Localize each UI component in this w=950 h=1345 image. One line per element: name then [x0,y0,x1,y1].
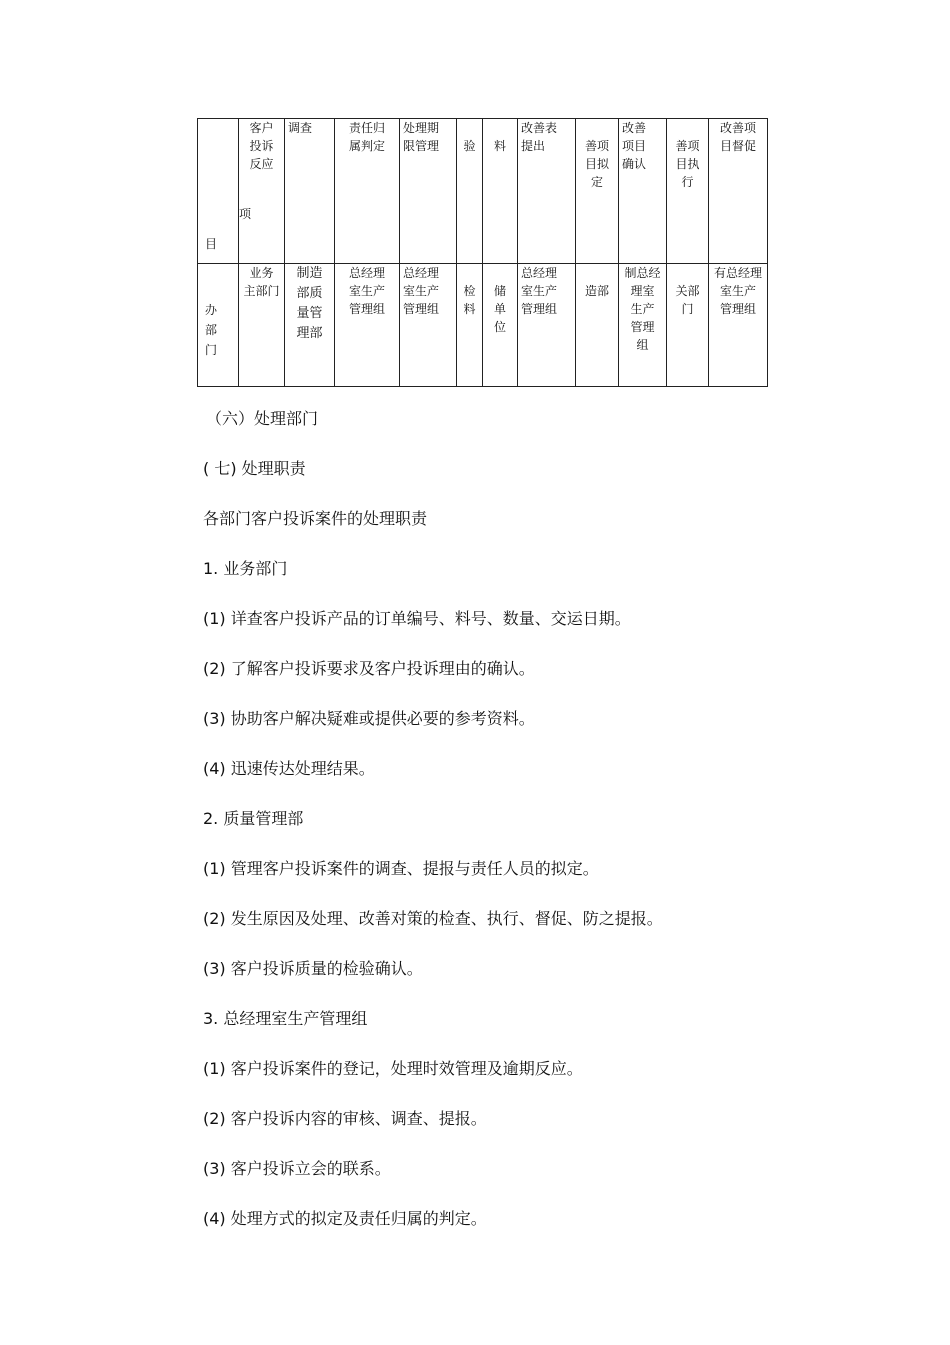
table-cell [518,264,576,387]
table-cell [285,119,335,264]
table-cell [457,264,483,387]
section-heading: （六）处理部门 [206,409,319,428]
cell-text: 善项 目拟 定 [584,139,609,189]
subsection-heading: 3. 总经理室生产管理组 [203,1009,368,1028]
table-cell [239,264,285,387]
process-table [197,118,768,387]
cell-text: 关部 门 [675,284,700,316]
list-item: (3) 客户投诉立会的联系。 [203,1159,391,1178]
cell-text: 责任归 属判定 [348,121,385,153]
table-cell [400,264,457,387]
cell-text: 储 单 位 [493,284,506,334]
list-item: (1) 客户投诉案件的登记，处理时效管理及逾期反应。 [203,1059,583,1078]
list-item: (4) 迅速传达处理结果。 [203,759,375,778]
row-label-cell [198,119,239,264]
table-cell [335,119,400,264]
list-item: (1) 管理客户投诉案件的调查、提报与责任人员的拟定。 [203,859,599,878]
cell-text: 改善 项目 确认 [622,121,647,171]
table-cell [518,119,576,264]
table-cell [667,119,709,264]
table-row [198,264,768,387]
cell-text: 检 料 [463,284,476,316]
list-item: (2) 了解客户投诉要求及客户投诉理由的确认。 [203,659,535,678]
table-cell [709,119,768,264]
cell-text: 处理期 限管理 [403,121,440,153]
cell-text: 验 [463,139,476,153]
table-cell [483,264,518,387]
cell-text: 调查 [288,121,313,135]
table-cell [709,264,768,387]
table-cell [619,264,667,387]
cell-text: 制造 部质 量管 理部 [296,266,323,341]
table-cell [667,264,709,387]
list-item: (3) 客户投诉质量的检验确认。 [203,959,423,978]
table-cell [483,119,518,264]
cell-text: 有总经理 室生产 管理组 [713,266,762,316]
table-cell [335,264,400,387]
table-cell [285,264,335,387]
list-item: (1) 详查客户投诉产品的订单编号、料号、数量、交运日期。 [203,609,631,628]
cell-text: 总经理 室生产 管理组 [348,266,385,316]
cell-text: 业务 主部门 [243,266,280,298]
cell-text: 项 [239,207,252,221]
table-row [198,119,768,264]
row-label: 办 部 门 [205,303,218,357]
cell-text: 善项 目执 行 [675,139,700,189]
row-label-cell [198,264,239,387]
cell-text: 改善项 目督促 [719,121,756,153]
table-cell [576,264,619,387]
cell-text: 总经理 室生产 管理组 [521,266,558,316]
table-cell [400,119,457,264]
paragraph: 各部门客户投诉案件的处理职责 [203,509,428,528]
table-cell [239,119,285,264]
subsection-heading: 2. 质量管理部 [203,809,304,828]
list-item: (2) 发生原因及处理、改善对策的检查、执行、督促、防之提报。 [203,909,663,928]
cell-text: 造部 [584,284,609,298]
table-cell [576,119,619,264]
list-item: (3) 协助客户解决疑难或提供必要的参考资料。 [203,709,535,728]
list-item: (2) 客户投诉内容的审核、调查、提报。 [203,1109,487,1128]
cell-text: 总经理 室生产 管理组 [403,266,440,316]
cell-text: 料 [493,139,506,153]
subsection-heading: 1. 业务部门 [203,559,288,578]
row-label: 目 [205,237,218,251]
cell-text: 制总经 理室 生产 管理 组 [624,266,661,352]
cell-text: 改善表 提出 [521,121,558,153]
cell-text: 客户 投诉 反应 [249,121,274,171]
section-heading: ( 七) 处理职责 [203,459,306,478]
list-item: (4) 处理方式的拟定及责任归属的判定。 [203,1209,487,1228]
table-cell [457,119,483,264]
table-cell [619,119,667,264]
